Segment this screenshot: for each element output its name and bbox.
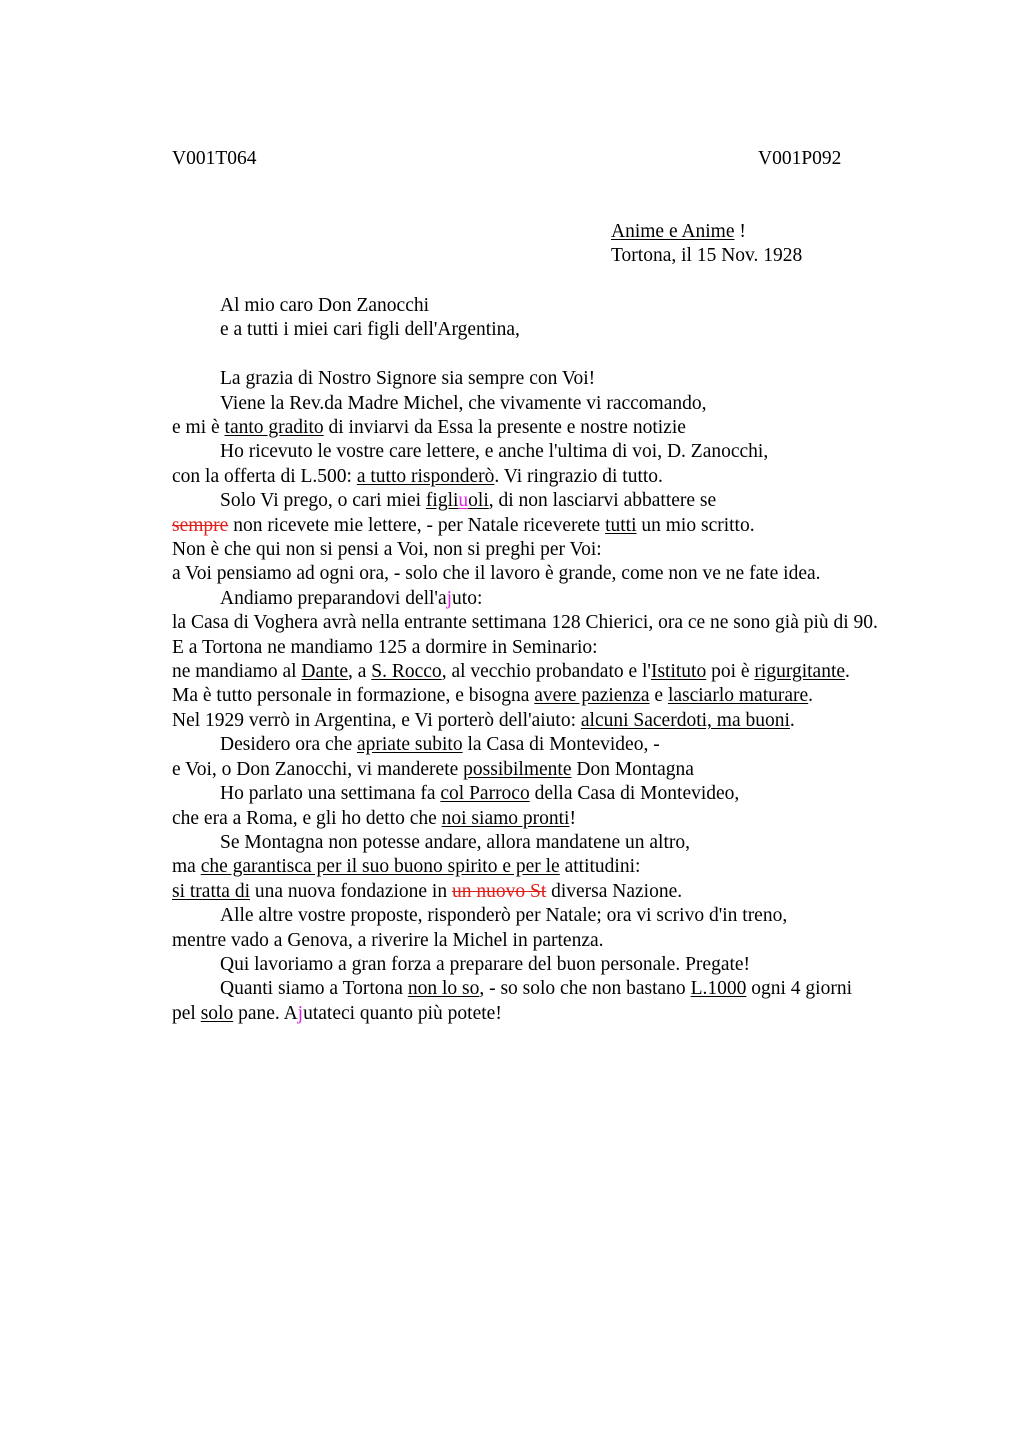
underlined-text: avere pazienza xyxy=(534,685,650,707)
text-run: uto: xyxy=(452,587,483,609)
letter-line xyxy=(172,367,902,391)
text-run: Se Montagna non potesse andare, allora mandatene un altro, xyxy=(220,831,691,853)
letter-line xyxy=(172,538,902,562)
letter-line xyxy=(172,562,902,586)
text-run: pane. A xyxy=(233,1002,298,1024)
text-run: Ho ricevuto le vostre care lettere, e anche l'ultima di voi, D. Zanocchi, xyxy=(220,441,769,463)
text-run: Viene la Rev.da Madre Michel, che vivamente vi raccomando, xyxy=(220,392,707,414)
underlined-text: tutti xyxy=(605,514,637,536)
inserted-letter: j xyxy=(446,587,453,609)
letter-line xyxy=(172,587,902,611)
letter-line xyxy=(172,733,902,757)
letter-line xyxy=(172,465,902,489)
text-run: la Casa di Montevideo, - xyxy=(462,734,660,756)
underlined-text: che garantisca per il suo buono spirito e per le xyxy=(200,856,560,878)
text-run: Qui lavoriamo a gran forza a preparare del buon personale. Pregate! xyxy=(220,953,751,975)
text-run: di inviarvi da Essa la presente e nostre notizie xyxy=(323,417,686,439)
underlined-text: S. Rocco xyxy=(371,661,442,683)
letter-line xyxy=(172,318,902,342)
text-run: Andiamo preparandovi dell'a xyxy=(220,587,447,609)
text-run: che era a Roma, e gli ho detto che xyxy=(172,807,442,829)
letter-line xyxy=(172,904,902,928)
text-run: una nuova fondazione in xyxy=(249,880,452,902)
inserted-letter: j xyxy=(297,1002,304,1024)
struck-text: sempre xyxy=(172,514,229,536)
text-run: della Casa di Montevideo, xyxy=(529,783,740,805)
letter-line xyxy=(172,929,902,953)
underlined-text: noi siamo pronti xyxy=(441,807,570,829)
text-run: . Vi ringrazio di tutto. xyxy=(494,465,663,487)
underlined-text: solo xyxy=(200,1002,234,1024)
underlined-text: tanto gradito xyxy=(224,417,324,439)
text-run: Solo Vi prego, o cari miei xyxy=(220,490,426,512)
text-run: Alle altre vostre proposte, risponderò per Natale; ora vi scrivo d'in treno, xyxy=(220,905,788,927)
letter-line xyxy=(172,440,902,464)
text-run: e Voi, o Don Zanocchi, vi manderete xyxy=(172,758,464,780)
letter-line xyxy=(172,294,902,318)
underlined-text: a tutto risponderò xyxy=(356,465,495,487)
text-run: , - so solo che non bastano xyxy=(479,978,691,1000)
text-run: Non è che qui non si pensi a Voi, non si preghi per Voi: xyxy=(172,539,602,561)
underlined-text: u xyxy=(458,490,469,512)
letter-line xyxy=(172,953,902,977)
text-run: ! xyxy=(569,807,576,829)
letter-line xyxy=(172,758,902,782)
text-run: Nel 1929 verrò in Argentina, e Vi porterò dell'aiuto: xyxy=(172,709,581,731)
letter-line xyxy=(172,684,902,708)
text-run: diversa Nazione. xyxy=(546,880,683,902)
underlined-text: si tratta di xyxy=(172,880,250,902)
letter-body xyxy=(172,294,902,1026)
letter-line xyxy=(172,611,902,635)
underlined-text: oli xyxy=(468,490,489,512)
text-run: mentre vado a Genova, a riverire la Michel in partenza. xyxy=(172,929,604,951)
underlined-text: figli xyxy=(425,490,459,512)
underlined-text: Istituto xyxy=(650,661,707,683)
text-run: , al vecchio probandato e l' xyxy=(441,661,651,683)
document-code-left: V001T064 xyxy=(172,148,257,169)
letter-line xyxy=(172,880,902,904)
letter-line xyxy=(172,514,902,538)
text-run: Quanti siamo a Tortona xyxy=(220,978,408,1000)
underlined-text: non lo so xyxy=(407,978,480,1000)
letter-line xyxy=(172,416,902,440)
letter-heading xyxy=(611,220,802,269)
text-run: . xyxy=(808,685,814,707)
text-run: non ricevete mie lettere, - per Natale riceverete xyxy=(228,514,606,536)
text-run: La grazia di Nostro Signore sia sempre con Voi! xyxy=(220,368,596,390)
letter-line xyxy=(172,709,902,733)
text-run: a Voi pensiamo ad ogni ora, - solo che il lavoro è grande, come non ve ne fate idea. xyxy=(172,563,821,585)
text-run: pel xyxy=(172,1002,201,1024)
letter-line xyxy=(172,636,902,660)
underlined-text: lasciarlo maturare xyxy=(667,685,809,707)
text-run: e xyxy=(649,685,668,707)
text-run: , a xyxy=(347,661,372,683)
heading-title: Anime e Anime xyxy=(611,221,735,242)
blank-line xyxy=(172,343,902,367)
letter-line xyxy=(172,660,902,684)
text-run: utateci quanto più potete! xyxy=(303,1002,502,1024)
letter-line xyxy=(172,977,902,1001)
underlined-text: possibilmente xyxy=(463,758,572,780)
letter-line xyxy=(172,392,902,416)
underlined-text: Dante xyxy=(301,661,348,683)
text-run: ma xyxy=(172,856,201,878)
text-run: un mio scritto. xyxy=(636,514,755,536)
text-run: con la offerta di L.500: xyxy=(172,465,357,487)
underlined-text: rigurgitante xyxy=(754,661,846,683)
letter-line xyxy=(172,855,902,879)
text-run: ogni 4 giorni xyxy=(746,978,852,1000)
text-run: ne mandiamo al xyxy=(172,661,302,683)
text-run: e a tutti i miei cari figli dell'Argentina, xyxy=(220,319,520,341)
underlined-text: col Parroco xyxy=(440,783,530,805)
text-run: Ho parlato una settimana fa xyxy=(220,783,441,805)
text-run: Desidero ora che xyxy=(220,734,357,756)
heading-title-mark: ! xyxy=(734,221,746,242)
letter-line xyxy=(172,807,902,831)
underlined-text: L.1000 xyxy=(690,978,747,1000)
underlined-text: apriate subito xyxy=(356,734,463,756)
text-run: e mi è xyxy=(172,417,225,439)
text-run: Don Montagna xyxy=(571,758,694,780)
letter-line xyxy=(172,1002,902,1026)
struck-text: un nuovo St xyxy=(451,880,547,902)
page-code-right: V001P092 xyxy=(758,148,842,169)
letter-line xyxy=(172,489,902,513)
text-run: , di non lasciarvi abbattere se xyxy=(488,490,717,512)
text-run: E a Tortona ne mandiamo 125 a dormire in Seminario: xyxy=(172,636,598,658)
text-run: Ma è tutto personale in formazione, e bisogna xyxy=(172,685,535,707)
text-run: Al mio caro Don Zanocchi xyxy=(220,295,430,316)
place-date: Tortona, il 15 Nov. 1928 xyxy=(611,245,803,267)
text-run: . xyxy=(789,709,795,731)
letter-line xyxy=(172,831,902,855)
underlined-text: alcuni Sacerdoti, ma buoni xyxy=(580,709,790,731)
heading-title-line xyxy=(611,220,802,244)
text-run: . xyxy=(845,661,850,683)
letter-line xyxy=(172,782,902,806)
text-run: attitudini: xyxy=(559,856,641,878)
text-run: poi è xyxy=(706,661,755,683)
text-run: la Casa di Voghera avrà nella entrante settimana 128 Chierici, ora ce ne sono già più di 90. xyxy=(172,612,878,634)
